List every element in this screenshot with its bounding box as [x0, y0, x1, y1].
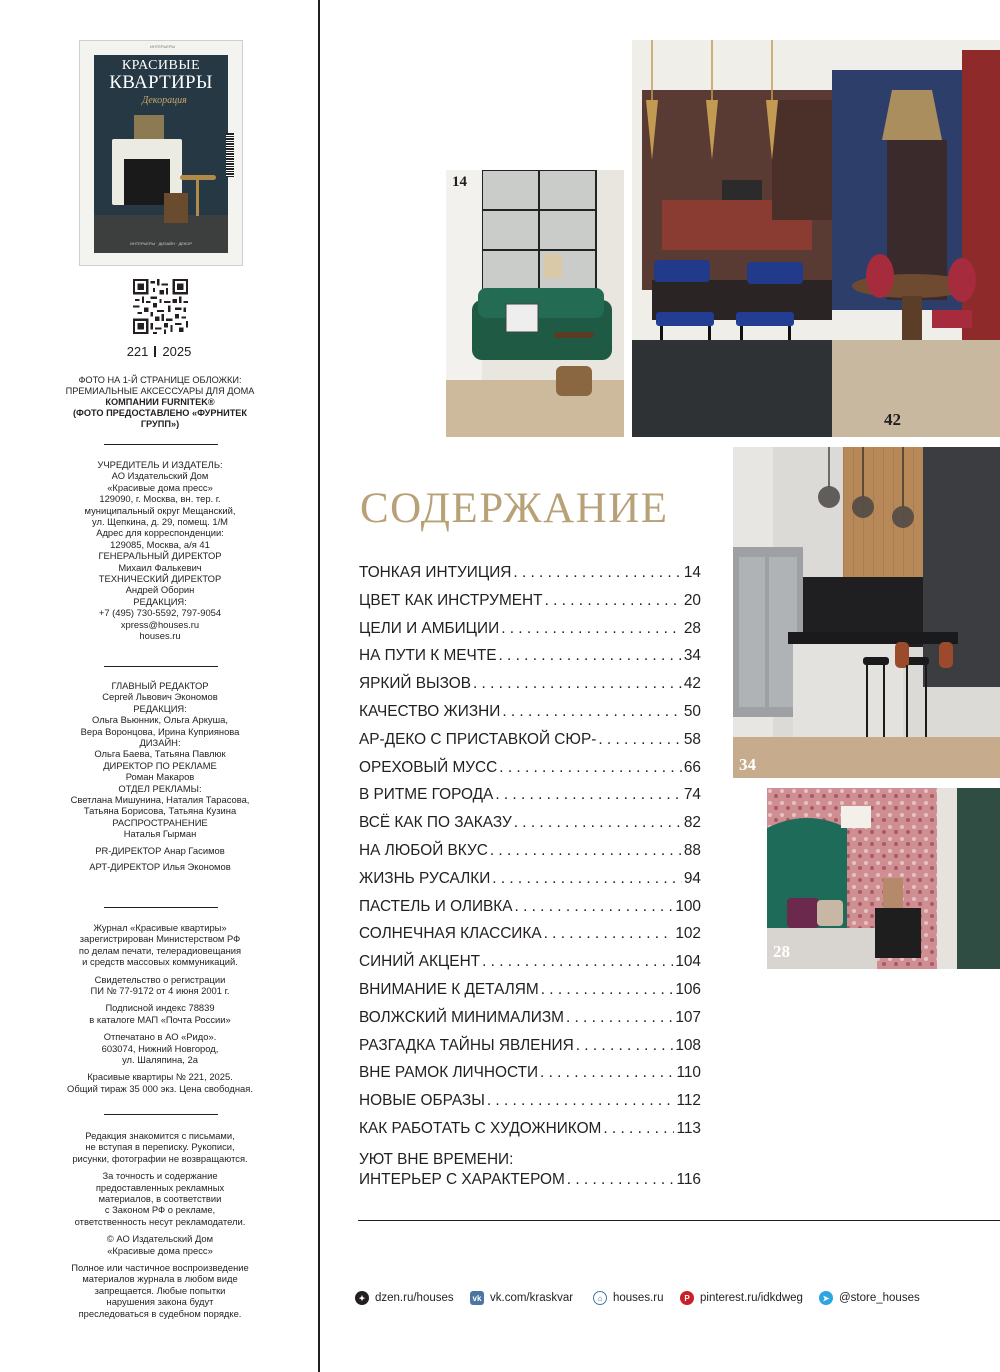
toc-title: ЦЕЛИ И АМБИЦИИ [359, 619, 500, 637]
mail-label: Адрес для корреспонденции: [96, 527, 224, 539]
chief-value: Сергей Львович Экономов [102, 691, 218, 703]
letters-line: рисунки, фотографии не возвращаются. [72, 1152, 248, 1164]
cover-floor [94, 215, 228, 253]
photo-bedroom[interactable] [767, 788, 1000, 969]
magazine-cover-thumbnail [79, 40, 243, 266]
toc-page: 14 [683, 564, 701, 581]
toc-title: НА ЛЮБОЙ ВКУС [359, 841, 488, 859]
toc-title: ПАСТЕЛЬ И ОЛИВКА [359, 897, 513, 915]
editorial-phone: +7 (495) 730-5592, 797-9054 [98, 607, 222, 619]
circ-line: Общий тираж 35 000 экз. Цена свободная. [67, 1082, 253, 1094]
divider [104, 666, 218, 667]
toc-page: 20 [683, 591, 701, 609]
repro-line: Полное или частичное воспроизведение [71, 1262, 249, 1274]
toc-item[interactable] [359, 925, 701, 953]
footer-rule [358, 1220, 1000, 1221]
toc-item[interactable] [359, 842, 701, 870]
toc-page: 74 [683, 786, 701, 804]
issue-no: 221 [126, 344, 149, 359]
social-label: houses.ru [613, 1292, 664, 1304]
art-director: АРТ-ДИРЕКТОР Илья Экономов [89, 861, 231, 873]
editorial-site[interactable]: houses.ru [139, 630, 181, 642]
toc-leader [576, 1037, 674, 1055]
toc-leader [492, 870, 682, 888]
repro-line: материалов журнала в любом виде [82, 1273, 238, 1285]
reg-line: зарегистрирован Министерством РФ [79, 933, 241, 945]
cover-credit [60, 375, 260, 430]
toc-leader [490, 842, 682, 860]
repro-line: преследоваться в судебном порядке. [78, 1307, 242, 1319]
cover-script: Декорация [142, 95, 187, 106]
founder-line: 129090, г. Москва, вн. тер. г. [99, 493, 221, 505]
social-label: @store_houses [839, 1292, 920, 1304]
social-label: pinterest.ru/idkdweg [700, 1292, 803, 1304]
editors-label: РЕДАКЦИЯ: [133, 702, 187, 714]
toc-item[interactable] [359, 647, 701, 675]
toc-page: 112 [676, 1092, 701, 1110]
social-label: dzen.ru/houses [375, 1292, 454, 1304]
toc-item[interactable] [359, 1092, 701, 1120]
cover-table-leg [196, 180, 199, 216]
toc-title: ЖИЗНЬ РУСАЛКИ [359, 869, 491, 887]
design-value: Ольга Баева, Татьяна Павлюк [94, 748, 226, 760]
staff-info [60, 680, 260, 873]
toc-page: 66 [683, 758, 701, 776]
toc-item[interactable] [359, 1120, 701, 1148]
photo-kitchen-modern[interactable] [733, 447, 1000, 778]
vertical-divider [318, 0, 320, 1372]
social-link-pinterest[interactable] [680, 1290, 803, 1306]
reg-line: по делам печати, телерадиовещания [78, 944, 242, 956]
toc-page: 100 [675, 897, 701, 915]
editors-line: Ольга Вьюнник, Ольга Аркуша, [92, 714, 228, 726]
photo-page-number: 28 [773, 942, 790, 961]
credit-line: КОМПАНИИ FURNITEK® [105, 397, 215, 407]
issue-number [0, 344, 318, 359]
ads-line: материалов, в соответствии [98, 1193, 222, 1205]
publisher-info [60, 459, 260, 642]
cover-bottom-text: ИНТЕРЬЕРЫ · ДИЗАЙН · ДЕКОР [129, 241, 193, 246]
ad-director-value: Роман Макаров [125, 771, 195, 783]
editorial-email[interactable]: xpress@houses.ru [120, 618, 200, 630]
issue-separator [154, 346, 156, 357]
credit-line: ПРЕМИАЛЬНЫЕ АКСЕССУАРЫ ДЛЯ ДОМА [65, 386, 255, 396]
circulation-para [60, 1071, 260, 1094]
registration-para [60, 922, 260, 968]
distribution-label: РАСПРОСТРАНЕНИЕ [112, 816, 208, 828]
photo-page-number: 34 [739, 755, 756, 774]
notes-info [60, 1130, 260, 1325]
toc-page: 94 [683, 869, 701, 887]
print-line: Отпечатано в АО «Ридо». [103, 1031, 217, 1043]
imprint-sidebar [0, 0, 318, 1372]
gd-value: Михаил Фалькевич [118, 561, 202, 573]
toc-title: ВНИМАНИЕ К ДЕТАЛЯМ [359, 980, 539, 998]
toc-leader [513, 564, 681, 582]
toc-item[interactable] [359, 564, 701, 592]
telegram-icon: ➤ [819, 1291, 833, 1305]
letters-line: не вступая в переписку. Рукописи, [85, 1141, 235, 1153]
toc-page: 34 [683, 647, 701, 665]
toc-leader [598, 731, 682, 749]
toc-item[interactable] [359, 675, 701, 703]
ad-dept-line: Татьяна Борисова, Татьяна Кузина [83, 805, 237, 817]
social-link-vk[interactable] [470, 1290, 573, 1306]
toc-leader [514, 814, 682, 832]
toc-leader [495, 786, 682, 804]
toc-page: 28 [683, 619, 701, 637]
circ-line: Красивые квартиры № 221, 2025. [87, 1071, 233, 1083]
legal-info [60, 922, 260, 1100]
toc-leader [487, 1092, 675, 1110]
cover-chair [164, 193, 188, 223]
editors-line: Вера Воронцова, Ирина Куприянова [80, 725, 240, 737]
vk-icon: vk [470, 1291, 484, 1305]
ads-line: ответственность несут рекламодатели. [74, 1215, 246, 1227]
toc-title: ВСЁ КАК ПО ЗАКАЗУ [359, 814, 512, 832]
ads-line: предоставленных рекламных [95, 1181, 225, 1193]
social-link-dzen[interactable] [355, 1290, 454, 1306]
toc-page: 58 [683, 730, 701, 748]
cover-title-line1: КРАСИВЫЕ [121, 58, 201, 73]
toc-title: СОЛНЕЧНАЯ КЛАССИКА [359, 925, 542, 943]
toc-item[interactable] [359, 870, 701, 898]
toc-item[interactable] [359, 592, 701, 620]
toc-item[interactable] [359, 1064, 701, 1092]
letters-line: Редакция знакомится с письмами, [85, 1130, 235, 1141]
toc-item[interactable] [359, 1009, 701, 1037]
divider [104, 444, 218, 445]
ad-dept-label: ОТДЕЛ РЕКЛАМЫ: [118, 782, 202, 794]
letters-para [60, 1130, 260, 1164]
certificate-para [60, 974, 260, 997]
toc-title: СИНИЙ АКЦЕНТ [359, 953, 481, 971]
toc-item[interactable] [359, 814, 701, 842]
table-of-contents [359, 564, 701, 1190]
toc-page: 116 [676, 1170, 701, 1188]
founder-line: муниципальный округ Мещанский, [84, 504, 236, 516]
toc-item[interactable] [359, 953, 701, 981]
toc-item[interactable] [359, 703, 701, 731]
sub-line: в каталоге МАП «Почта России» [89, 1013, 231, 1025]
pr-director: PR-ДИРЕКТОР Анар Гасимов [95, 844, 225, 856]
ads-line: За точность и содержание [102, 1170, 218, 1182]
photo-kitchen-blue[interactable] [632, 40, 1000, 437]
ad-dept-line: Светлана Мишунина, Наталия Тарасова, [70, 794, 250, 806]
toc-item[interactable] [359, 981, 701, 1009]
toc-title: ВНЕ РАМОК ЛИЧНОСТИ [359, 1064, 539, 1082]
toc-page: 106 [675, 980, 701, 998]
subscription-para [60, 1002, 260, 1025]
toc-leader [540, 1064, 674, 1082]
photo-page-number: 14 [452, 174, 467, 190]
mail-value: 129085, Москва, а/я 41 [110, 538, 210, 550]
toc-page: 82 [683, 814, 701, 832]
toc-title: ВОЛЖСКИЙ МИНИМАЛИЗМ [359, 1008, 564, 1026]
toc-page: 113 [676, 1119, 701, 1137]
toc-page: 104 [675, 953, 701, 971]
founder-label: УЧРЕДИТЕЛЬ И ИЗДАТЕЛЬ: [97, 459, 223, 470]
design-label: ДИЗАЙН: [139, 737, 181, 749]
toc-title-line2: ИНТЕРЬЕР С ХАРАКТЕРОМ [359, 1170, 565, 1188]
toc-title: КАК РАБОТАТЬ С ХУДОЖНИКОМ [359, 1119, 602, 1137]
toc-title: НА ПУТИ К МЕЧТЕ [359, 647, 497, 665]
toc-leader [567, 1170, 675, 1190]
photo-page-number: 42 [884, 410, 901, 429]
dzen-icon: ✦ [355, 1291, 369, 1305]
distribution-value: Наталья Гырман [123, 828, 197, 840]
ads-para [60, 1170, 260, 1227]
houses-icon: ⌂ [593, 1291, 607, 1305]
toc-page: 102 [675, 925, 701, 943]
copyright-para [60, 1233, 260, 1256]
cover-image [94, 55, 228, 253]
ads-line: с Законом РФ о рекламе, [104, 1204, 216, 1216]
toc-page: 110 [676, 1064, 701, 1082]
toc-leader [482, 953, 673, 971]
social-label: vk.com/kraskvar [490, 1292, 574, 1304]
toc-item[interactable] [359, 1037, 701, 1065]
cert-line: Свидетельство о регистрации [94, 973, 226, 985]
copy-line: «Красивые дома пресс» [107, 1244, 213, 1256]
toc-leader [515, 898, 674, 916]
founder-line: ул. Щепкина, д. 29, помещ. 1/М [92, 516, 228, 528]
credit-line: ФОТО НА 1-Й СТРАНИЦЕ ОБЛОЖКИ: [78, 375, 242, 385]
toc-title: КАЧЕСТВО ЖИЗНИ [359, 702, 501, 720]
toc-item[interactable] [359, 759, 701, 787]
issue-year: 2025 [162, 344, 192, 359]
toc-title: ЦВЕТ КАК ИНСТРУМЕНТ [359, 591, 543, 609]
reg-line: и средств массовых коммуникаций. [82, 956, 238, 968]
toc-title: НОВЫЕ ОБРАЗЫ [359, 1092, 485, 1110]
toc-item[interactable] [359, 786, 701, 814]
print-line: ул. Шаляпина, 2а [122, 1054, 198, 1066]
toc-item[interactable] [359, 898, 701, 926]
toc-page: 42 [683, 675, 701, 693]
contents-heading: СОДЕРЖАНИЕ [360, 485, 669, 532]
toc-leader [501, 620, 682, 638]
toc-title: ОРЕХОВЫЙ МУСС [359, 758, 498, 776]
toc-leader [603, 1120, 674, 1138]
td-value: Андрей Оборин [125, 584, 195, 596]
toc-title: АР-ДЕКО С ПРИСТАВКОЙ СЮР- [359, 730, 597, 748]
toc-leader [502, 703, 682, 721]
toc-leader [499, 759, 682, 777]
divider [104, 907, 218, 908]
social-link-houses[interactable] [593, 1290, 664, 1306]
toc-title-line1: УЮТ ВНЕ ВРЕМЕНИ: [359, 1150, 514, 1168]
barcode [226, 133, 234, 177]
chief-label: ГЛАВНЫЙ РЕДАКТОР [111, 680, 209, 691]
gd-label: ГЕНЕРАЛЬНЫЙ ДИРЕКТОР [98, 550, 222, 562]
copy-line: © АО Издательский Дом [106, 1233, 214, 1245]
social-link-telegram[interactable] [819, 1290, 920, 1306]
toc-leader [544, 925, 674, 943]
toc-page: 107 [675, 1008, 701, 1026]
qr-code[interactable] [133, 279, 188, 334]
toc-item[interactable] [359, 731, 701, 759]
toc-title: ТОНКАЯ ИНТУИЦИЯ [359, 564, 512, 581]
founder-line: «Красивые дома пресс» [107, 481, 213, 493]
cover-title-line2: КВАРТИРЫ [109, 72, 213, 93]
toc-page: 108 [675, 1036, 701, 1054]
toc-title: РАЗГАДКА ТАЙНЫ ЯВЛЕНИЯ [359, 1036, 574, 1054]
repro-line: нарушения закона будут [106, 1296, 214, 1308]
toc-title: ЯРКИЙ ВЫЗОВ [359, 675, 471, 693]
toc-leader [473, 675, 682, 693]
reproduction-para [60, 1262, 260, 1319]
reg-line: Журнал «Красивые квартиры» [93, 922, 227, 933]
print-line: 603074, Нижний Новгород, [101, 1042, 219, 1054]
toc-item[interactable] [359, 1150, 701, 1190]
photo-green-sofa[interactable] [446, 170, 624, 437]
toc-leader [566, 1009, 673, 1027]
pinterest-icon: P [680, 1291, 694, 1305]
ad-director-label: ДИРЕКТОР ПО РЕКЛАМЕ [103, 759, 217, 771]
founder-line: АО Издательский Дом [111, 470, 209, 482]
credit-line: (ФОТО ПРЕДОСТАВЛЕНО «ФУРНИТЕК ГРУПП») [72, 408, 248, 429]
repro-line: запрещается. Любые попытки [94, 1284, 226, 1296]
toc-leader [545, 592, 682, 610]
toc-page: 88 [683, 841, 701, 859]
editorial-label: РЕДАКЦИЯ: [133, 595, 187, 607]
td-label: ТЕХНИЧЕСКИЙ ДИРЕКТОР [98, 573, 222, 585]
toc-leader [541, 981, 674, 999]
cert-line: ПИ № 77-9172 от 4 июня 2001 г. [90, 985, 230, 997]
toc-page: 50 [683, 702, 701, 720]
toc-title: В РИТМЕ ГОРОДА [359, 786, 494, 804]
cover-painting [134, 115, 164, 139]
toc-leader [499, 647, 682, 665]
divider [104, 1114, 218, 1115]
printer-para [60, 1031, 260, 1065]
cover-tag: ИНТЕРЬЕРЫ [150, 44, 176, 49]
toc-item[interactable] [359, 620, 701, 648]
sub-line: Подписной индекс 78839 [105, 1002, 215, 1014]
